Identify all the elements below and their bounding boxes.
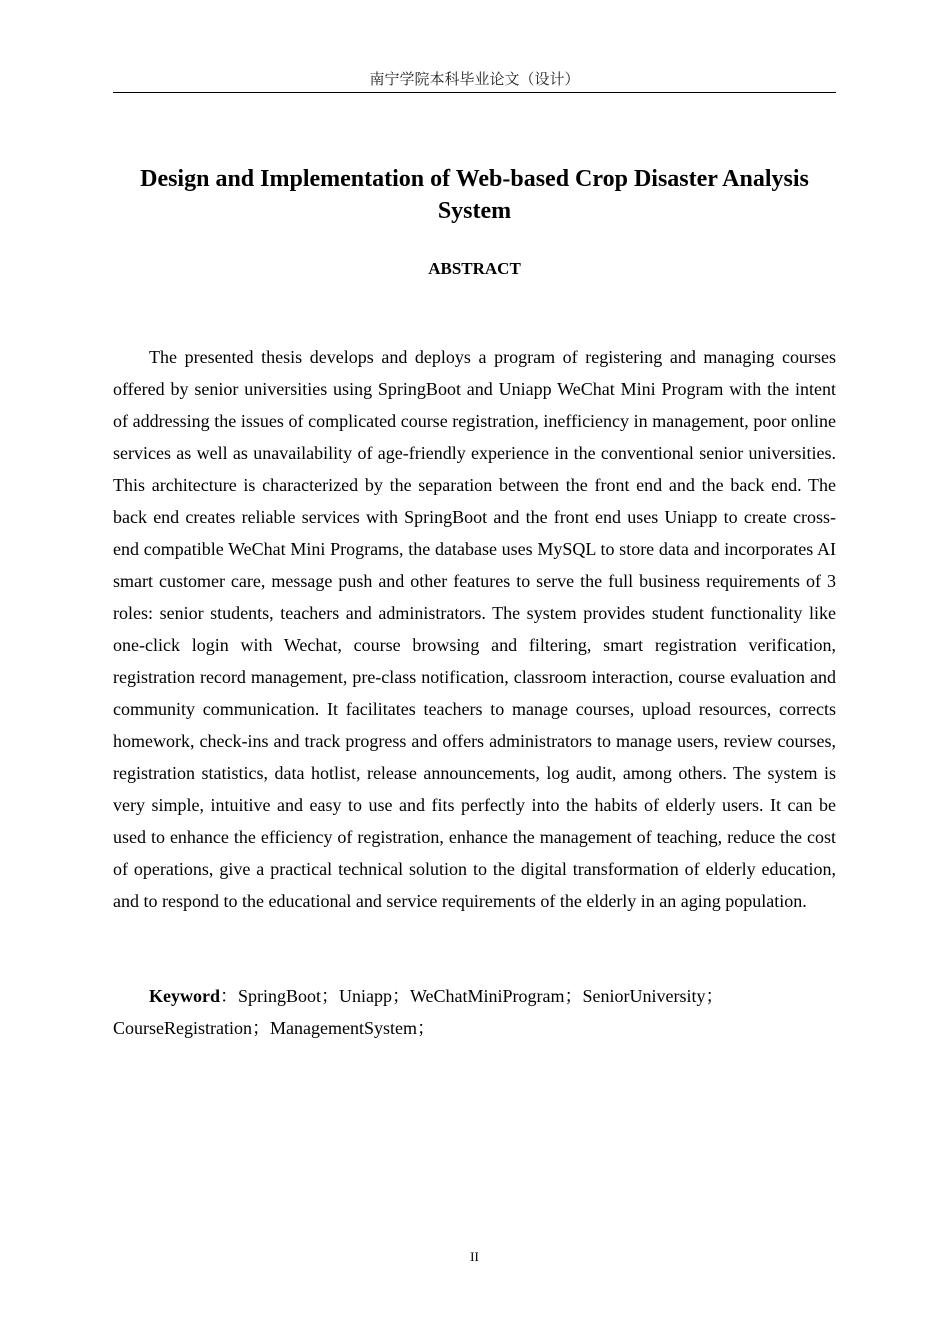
keywords-label: Keyword <box>149 986 220 1006</box>
abstract-body: The presented thesis develops and deploys a program of registering and managing courses offered by senior universities using SpringBoot and Uniapp WeChat Mini Program with the intent of addressing the issues of complicated course registration, inefficiency in management, poor online services as well as unavailability of age-friendly experience in the conventional senior universities. This architecture is characterized by the separation between the front end and the back end. The back end creates reliable services with SpringBoot and the front end uses Uniapp to create cross-end compatible WeChat Mini Programs, the database uses MySQL to store data and incorporates AI smart customer care, message push and other features to serve the full business requirements of 3 roles: senior students, teachers and administrators. The system provides student functionality like one-click login with Wechat, course browsing and filtering, smart registration verification, registration record management, pre-class notification, classroom interaction, course evaluation and community communication. It facilitates teachers to manage courses, upload resources, corrects homework, check-ins and track progress and offers administrators to manage users, review courses, registration statistics, data hotlist, release announcements, log audit, among others. The system is very simple, intuitive and easy to use and fits perfectly into the habits of elderly users. It can be used to enhance the efficiency of registration, enhance the management of teaching, reduce the cost of operations, give a practical technical solution to the digital transformation of elderly education, and to respond to the educational and service requirements of the elderly in an aging population. <box>113 347 836 911</box>
running-header: 南宁学院本科毕业论文（设计） <box>113 66 836 93</box>
page-number: II <box>470 1249 479 1264</box>
abstract-heading: ABSTRACT <box>428 259 521 278</box>
keywords-separator: ： <box>220 986 238 1006</box>
keywords-paragraph <box>113 980 836 1044</box>
keywords-text: SpringBoot；Uniapp；WeChatMiniProgram；SeniorUniversity；CourseRegistration；ManagementSystem； <box>113 986 724 1038</box>
thesis-title: Design and Implementation of Web-based Crop Disaster Analysis System <box>140 166 809 224</box>
